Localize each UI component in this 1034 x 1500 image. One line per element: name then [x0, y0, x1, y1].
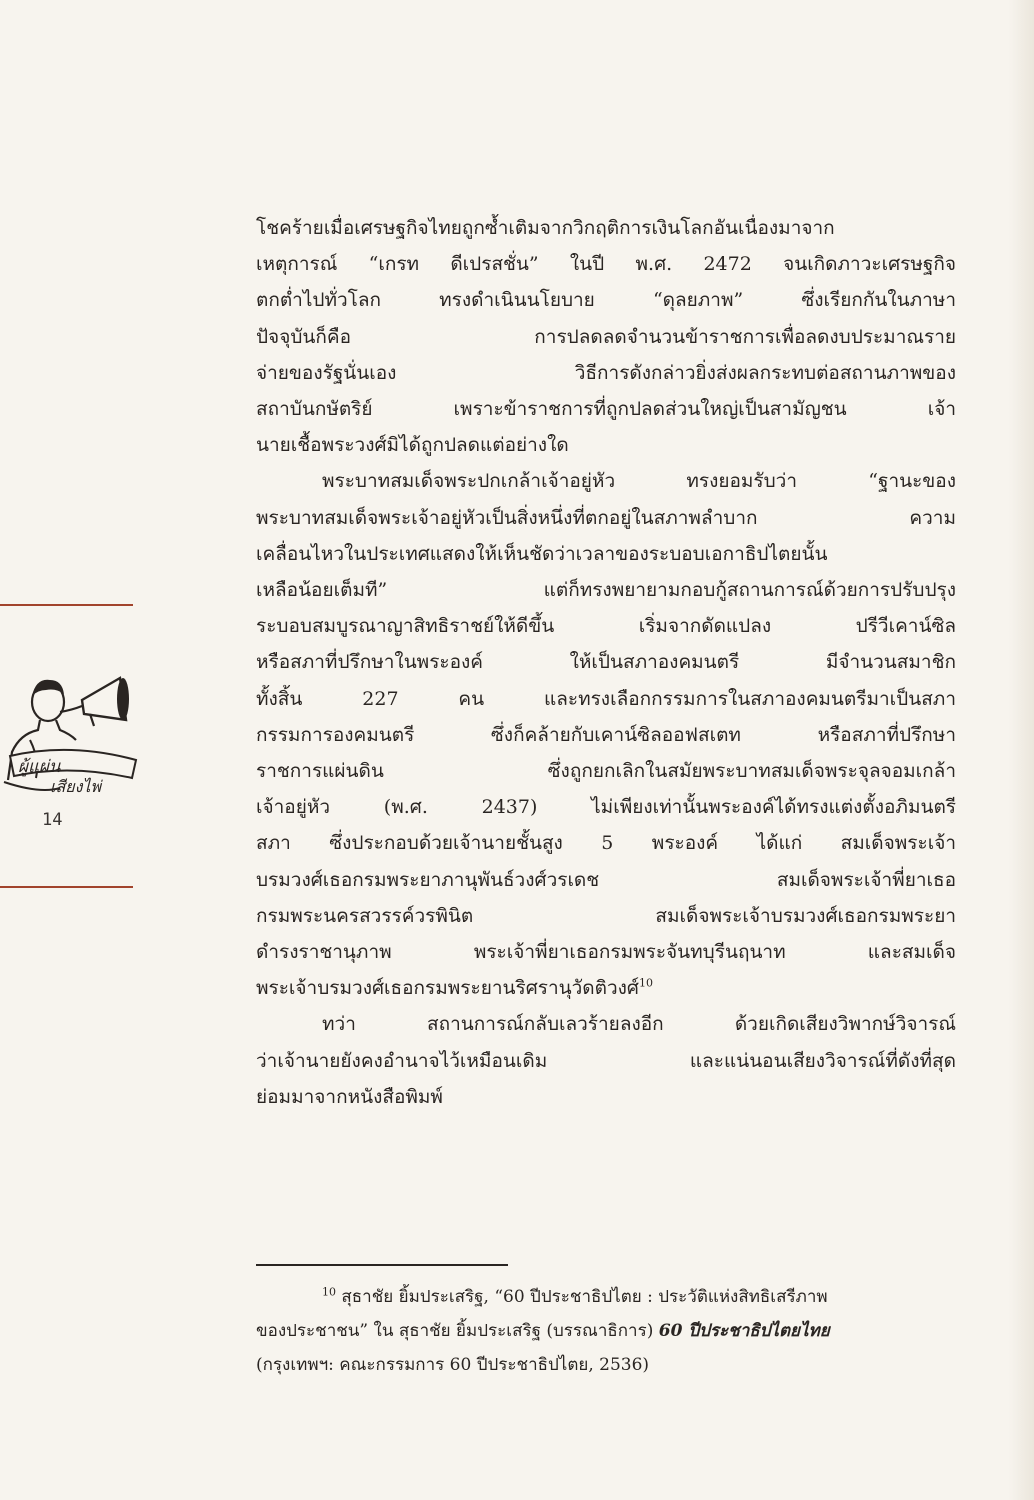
footnote-line [256, 1314, 956, 1348]
body-line: กรรมการองคมนตรี ซึ่งก็คล้ายกับเคาน์ซิลออฟสเตท หรือสภาที่ปรึกษา [256, 723, 956, 746]
body-line: ตกต่ำไปทั่วโลก ทรงดำเนินนโยบาย “ดุลยภาพ” ซึ่งเรียกกันในภาษา [256, 289, 956, 312]
body-line: จ่ายของรัฐนั่นเอง วิธีการดังกล่าวยิ่งส่งผลกระทบต่อสถานภาพของ [256, 361, 956, 384]
body-line: เหตุการณ์ “เกรท ดีเปรสชั่น” ในปี พ.ศ. 2472 จนเกิดภาวะเศรษฐกิจ [256, 253, 956, 276]
body-line: พระบาทสมเด็จพระปกเกล้าเจ้าอยู่หัว ทรงยอมรับว่า “ฐานะของ [322, 470, 956, 493]
body-line: พระบาทสมเด็จพระเจ้าอยู่หัวเป็นสิ่งหนึ่งที่ตกอยู่ในสภาพลำบาก ความ [256, 506, 956, 529]
body-line: ราชการแผ่นดิน ซึ่งถูกยกเลิกในสมัยพระบาทสมเด็จพระจุลจอมเกล้า [256, 760, 956, 783]
megaphone-man-icon [0, 660, 150, 800]
footnote-reference[interactable]: 10 [638, 976, 653, 990]
body-line: สภา ซึ่งประกอบด้วยเจ้านายชั้นสูง 5 พระองค์ ได้แก่ สมเด็จพระเจ้า [256, 832, 956, 855]
body-line: เจ้าอยู่หัว (พ.ศ. 2437) ไม่เพียงเท่านั้นพระองค์ได้ทรงแต่งตั้งอภิมนตรี [256, 796, 956, 819]
footnote-text: ของประชาชน” ใน สุธาชัย ยิ้มประเสริฐ (บรรณาธิการ) [256, 1321, 659, 1341]
margin-rule-top [0, 604, 133, 606]
footnote-text: สุธาชัย ยิ้มประเสริฐ, “60 ปีประชาธิปไตย : ประวัติแห่งสิทธิเสรีภาพ [341, 1287, 828, 1307]
footnote-book-title: 60 ปีประชาธิปไตยไทย [658, 1321, 830, 1341]
body-line: เคลื่อนไหวในประเทศแสดงให้เห็นชัดว่าเวลาของระบอบเอกาธิปไตยนั้น [256, 542, 828, 565]
body-line: โชคร้ายเมื่อเศรษฐกิจไทยถูกซ้ำเติมจากวิกฤติการเงินโลกอันเนื่องมาจาก [256, 217, 835, 239]
body-line: หรือสภาที่ปรึกษาในพระองค์ ให้เป็นสภาองคมนตรี มีจำนวนสมาชิก [256, 651, 956, 674]
footnote [256, 1280, 956, 1382]
footnote-separator [256, 1264, 508, 1266]
series-logo [0, 660, 150, 800]
body-line: ปัจจุบันก็คือ การปลดลดจำนวนข้าราชการเพื่อลดงบประมาณราย [256, 325, 956, 348]
footnote-line: (กรุงเทพฯ: คณะกรรมการ 60 ปีประชาธิปไตย, 2536) [256, 1355, 650, 1375]
body-line: ย่อมมาจากหนังสือพิมพ์ [256, 1085, 443, 1108]
body-line: ทว่า สถานการณ์กลับเลวร้ายลงอีก ด้วยเกิดเสียงวิพากษ์วิจารณ์ [322, 1013, 956, 1036]
svg-text:ผู้แผ่น: ผู้แผ่น [18, 757, 61, 777]
body-line-text: พระเจ้าบรมวงศ์เธอกรมพระยานริศรานุวัดติวงศ์ [256, 977, 639, 1000]
body-line: กรมพระนครสวรรค์วรพินิต สมเด็จพระเจ้าบรมวงศ์เธอกรมพระยา [256, 904, 956, 927]
body-line: บรมวงศ์เธอกรมพระยาภานุพันธ์วงศ์วรเดช สมเด็จพระเจ้าพี่ยาเธอ [256, 868, 956, 891]
body-line: สถาบันกษัตริย์ เพราะข้าราชการที่ถูกปลดส่วนใหญ่เป็นสามัญชน เจ้า [256, 398, 956, 421]
body-line: ทั้งสิ้น 227 คน และทรงเลือกกรรมการในสภาองคมนตรีมาเป็นสภา [256, 687, 956, 710]
body-line: ระบอบสมบูรณาญาสิทธิราชย์ให้ดีขึ้น เริ่มจากดัดแปลง ปรีวีเคาน์ซิล [256, 615, 956, 638]
body-line: ว่าเจ้านายยังคงอำนาจไว้เหมือนเดิม และแน่นอนเสียงวิจารณ์ที่ดังที่สุด [256, 1049, 956, 1072]
body-line: ดำรงราชานุภาพ พระเจ้าพี่ยาเธอกรมพระจันทบุรีนฤนาท และสมเด็จ [256, 941, 956, 964]
margin-rule-bottom [0, 886, 133, 888]
body-line: เหลือน้อยเต็มที” แต่ก็ทรงพยายามกอบกู้สถานการณ์ด้วยการปรับปรุง [256, 579, 956, 602]
svg-text:เสียงไพ่: เสียงไพ่ [50, 777, 102, 796]
page-number: 14 [42, 810, 63, 830]
body-line: นายเชื้อพระวงศ์มิได้ถูกปลดแต่อย่างใด [256, 434, 569, 457]
body-text [256, 210, 956, 1115]
body-line-with-footnote-ref [256, 970, 956, 1006]
page-edge-shadow [1008, 0, 1034, 1500]
footnote-line [256, 1280, 956, 1314]
footnote-number: 10 [322, 1285, 336, 1299]
